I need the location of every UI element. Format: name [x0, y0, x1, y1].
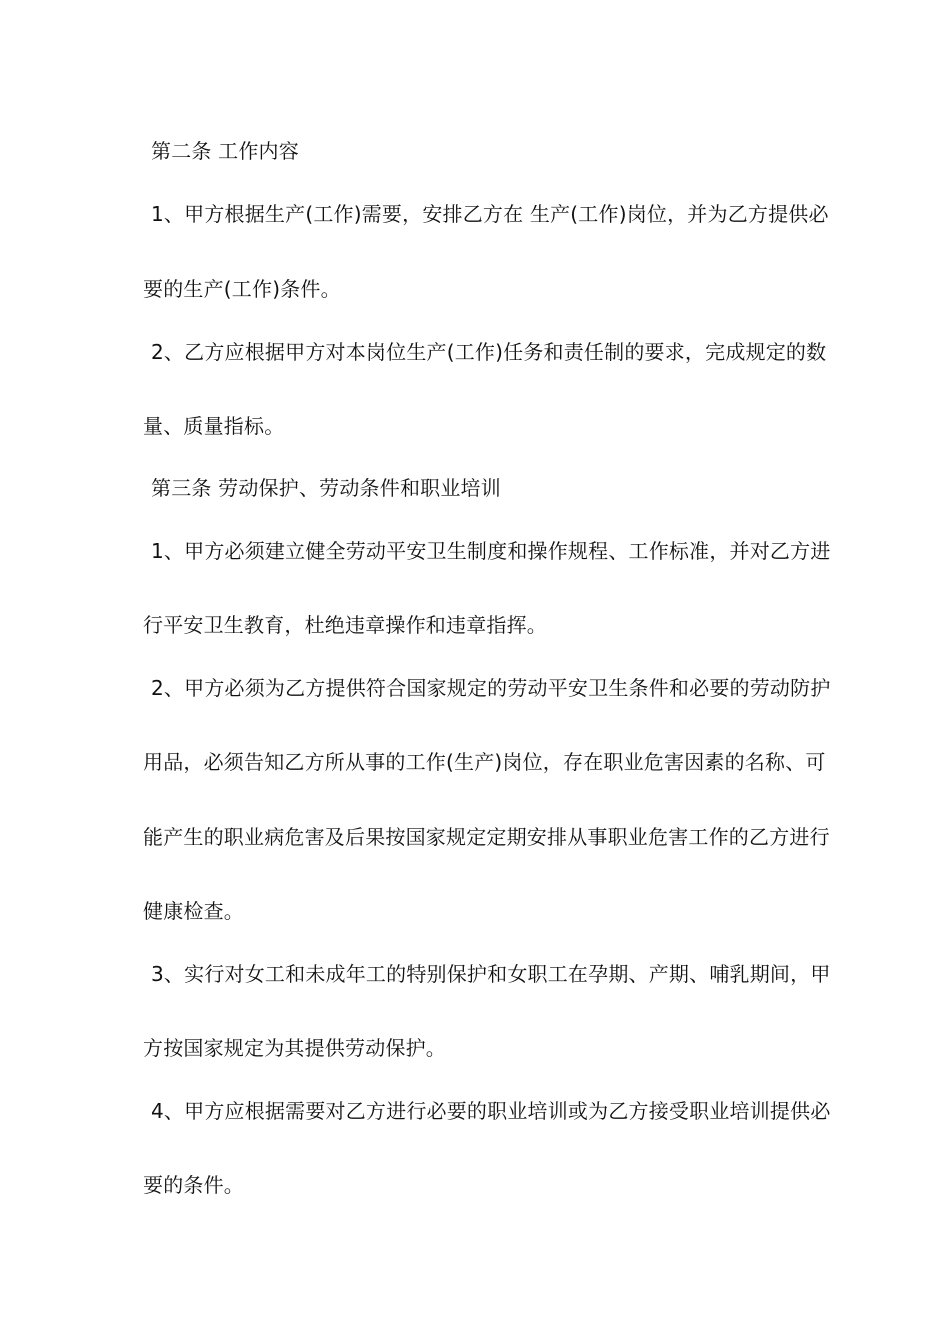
paragraph-line: 能产生的职业病危害及后果按国家规定定期安排从事职业危害工作的乙方进行: [143, 825, 830, 849]
paragraph-line: 用品，必须告知乙方所从事的工作(生产)岗位，存在职业危害因素的名称、可: [143, 750, 826, 774]
paragraph-line: 2、乙方应根据甲方对本岗位生产(工作)任务和责任制的要求，完成规定的数: [151, 340, 827, 364]
paragraph-line: 3、实行对女工和未成年工的特别保护和女职工在孕期、产期、哺乳期间，甲: [151, 962, 831, 986]
paragraph-line: 2、甲方必须为乙方提供符合国家规定的劳动平安卫生条件和必要的劳动防护: [151, 676, 831, 700]
paragraph-line: 方按国家规定为其提供劳动保护。: [143, 1036, 446, 1060]
paragraph-line: 1、甲方根据生产(工作)需要，安排乙方在 生产(工作)岗位，并为乙方提供必: [151, 202, 829, 226]
paragraph-line: 要的条件。: [143, 1173, 244, 1197]
paragraph-line: 健康检查。: [143, 899, 244, 923]
section-heading-article-2: 第二条 工作内容: [151, 139, 299, 163]
paragraph-line: 1、甲方必须建立健全劳动平安卫生制度和操作规程、工作标准，并对乙方进: [151, 539, 831, 563]
section-heading-article-3: 第三条 劳动保护、劳动条件和职业培训: [151, 476, 501, 500]
paragraph-line: 4、甲方应根据需要对乙方进行必要的职业培训或为乙方接受职业培训提供必: [151, 1099, 831, 1123]
paragraph-line: 要的生产(工作)条件。: [143, 277, 341, 301]
paragraph-line: 量、质量指标。: [143, 414, 285, 438]
paragraph-line: 行平安卫生教育，杜绝违章操作和违章指挥。: [143, 613, 547, 637]
